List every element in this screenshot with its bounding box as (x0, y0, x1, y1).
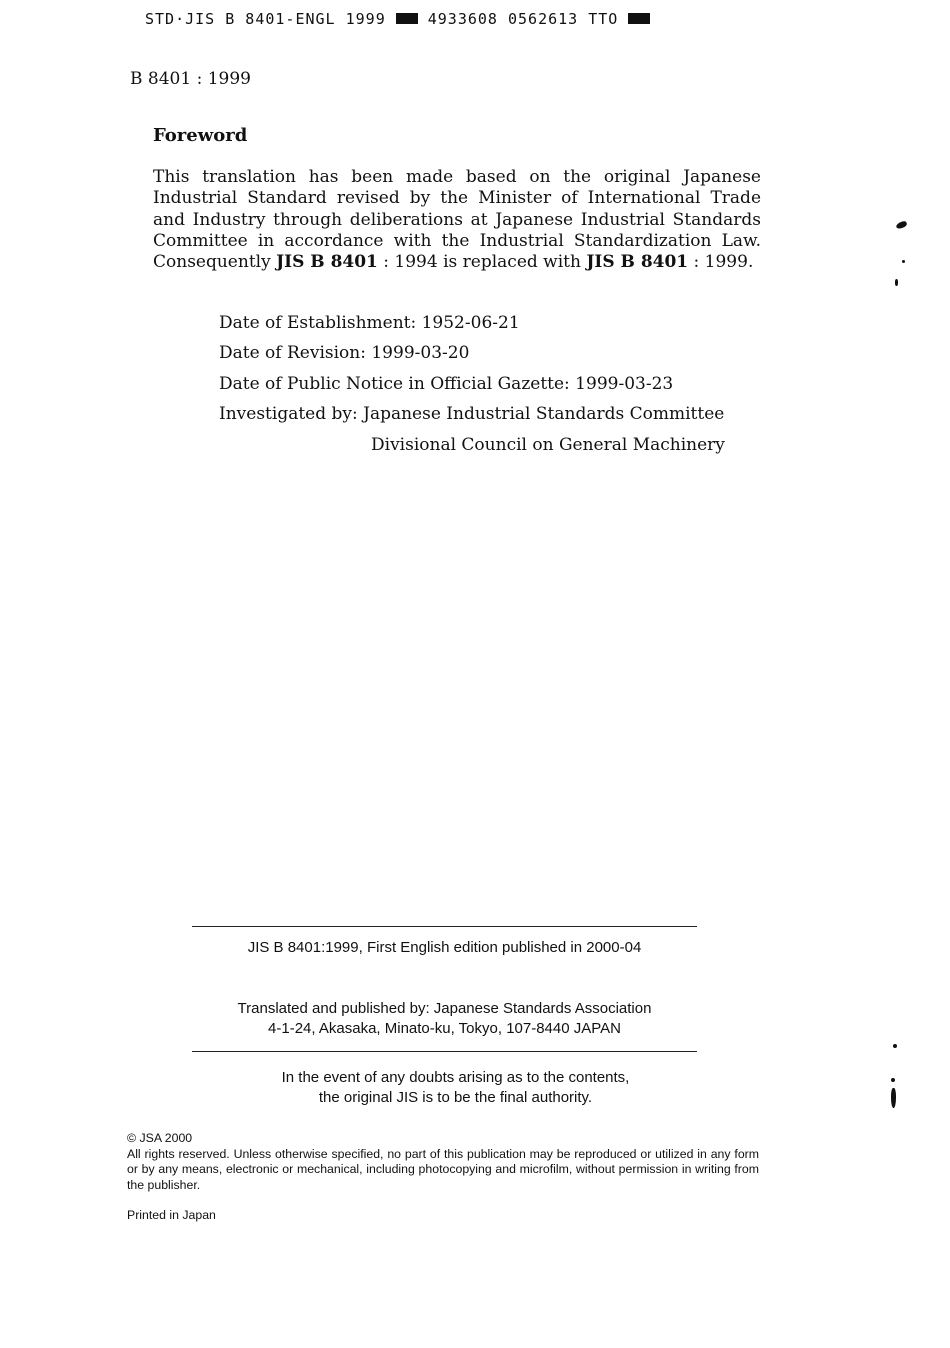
divider-bottom (192, 1051, 697, 1052)
new-standard-ref: JIS B 8401 (586, 252, 689, 273)
publisher-address: 4-1-24, Akasaka, Minato-ku, Tokyo, 107-8440 JAPAN (268, 1020, 621, 1037)
authority-line-1: In the event of any doubts arising as to the contents, (281, 1069, 630, 1086)
rights-statement: All rights reserved. Unless otherwise specified, no part of this publication may be reproduced or utilized in any form or by any means, electronic or mechanical, including photocopying and microfilm, without permission in writing from the publisher. (127, 1146, 759, 1192)
copyright-block (127, 1131, 759, 1193)
copyright-notice: © JSA 2000 (127, 1131, 193, 1145)
header-stamp-code: 4933608 0562613 TTO (427, 9, 619, 28)
authority-note (192, 1068, 719, 1107)
divider-top (192, 926, 697, 927)
edition-note: JIS B 8401:1999, First English edition published in 2000-04 (247, 939, 642, 956)
foreword-text-3: : 1999. (688, 252, 754, 273)
date-revision: Date of Revision: 1999-03-20 (219, 343, 470, 364)
foreword-paragraph (153, 167, 761, 273)
header-stamp-standard: STD·JIS B 8401-ENGL 1999 (145, 9, 386, 28)
authority-line-2: the original JIS is to be the final authority. (318, 1088, 593, 1106)
scan-speck (893, 1044, 897, 1048)
foreword-title: Foreword (153, 125, 248, 146)
scan-speck (891, 1088, 896, 1108)
standard-number: B 8401 : 1999 (130, 69, 251, 89)
printed-in: Printed in Japan (127, 1208, 216, 1222)
header-stamp (145, 9, 660, 28)
redaction-block (396, 13, 418, 24)
publisher-line: Translated and published by: Japanese Standards Association (237, 1000, 652, 1017)
superseded-standard-ref: JIS B 8401 (276, 252, 378, 273)
foreword-text-2: : 1994 is replaced with (377, 252, 587, 273)
divisional-council: Divisional Council on General Machinery (371, 434, 725, 455)
scan-speck (902, 260, 905, 263)
date-establishment: Date of Establishment: 1952-06-21 (219, 313, 520, 333)
date-public-notice: Date of Public Notice in Official Gazette: 1999-03-23 (219, 373, 674, 394)
scan-speck (895, 279, 898, 286)
scan-speck (895, 220, 907, 229)
scan-speck (891, 1078, 895, 1082)
investigated-by: Investigated by: Japanese Industrial Standards Committee (219, 404, 725, 425)
foreword-text-1: This translation has been made based on the original Japanese Industrial Standard revised by the Minister of International Trade and Industry through deliberations at Japanese Industrial Standards Committee in accordance with the Industrial Standardization Law. Consequently (153, 167, 761, 273)
redaction-block (628, 13, 650, 24)
publisher-block (192, 999, 697, 1039)
dates-block (219, 313, 725, 465)
